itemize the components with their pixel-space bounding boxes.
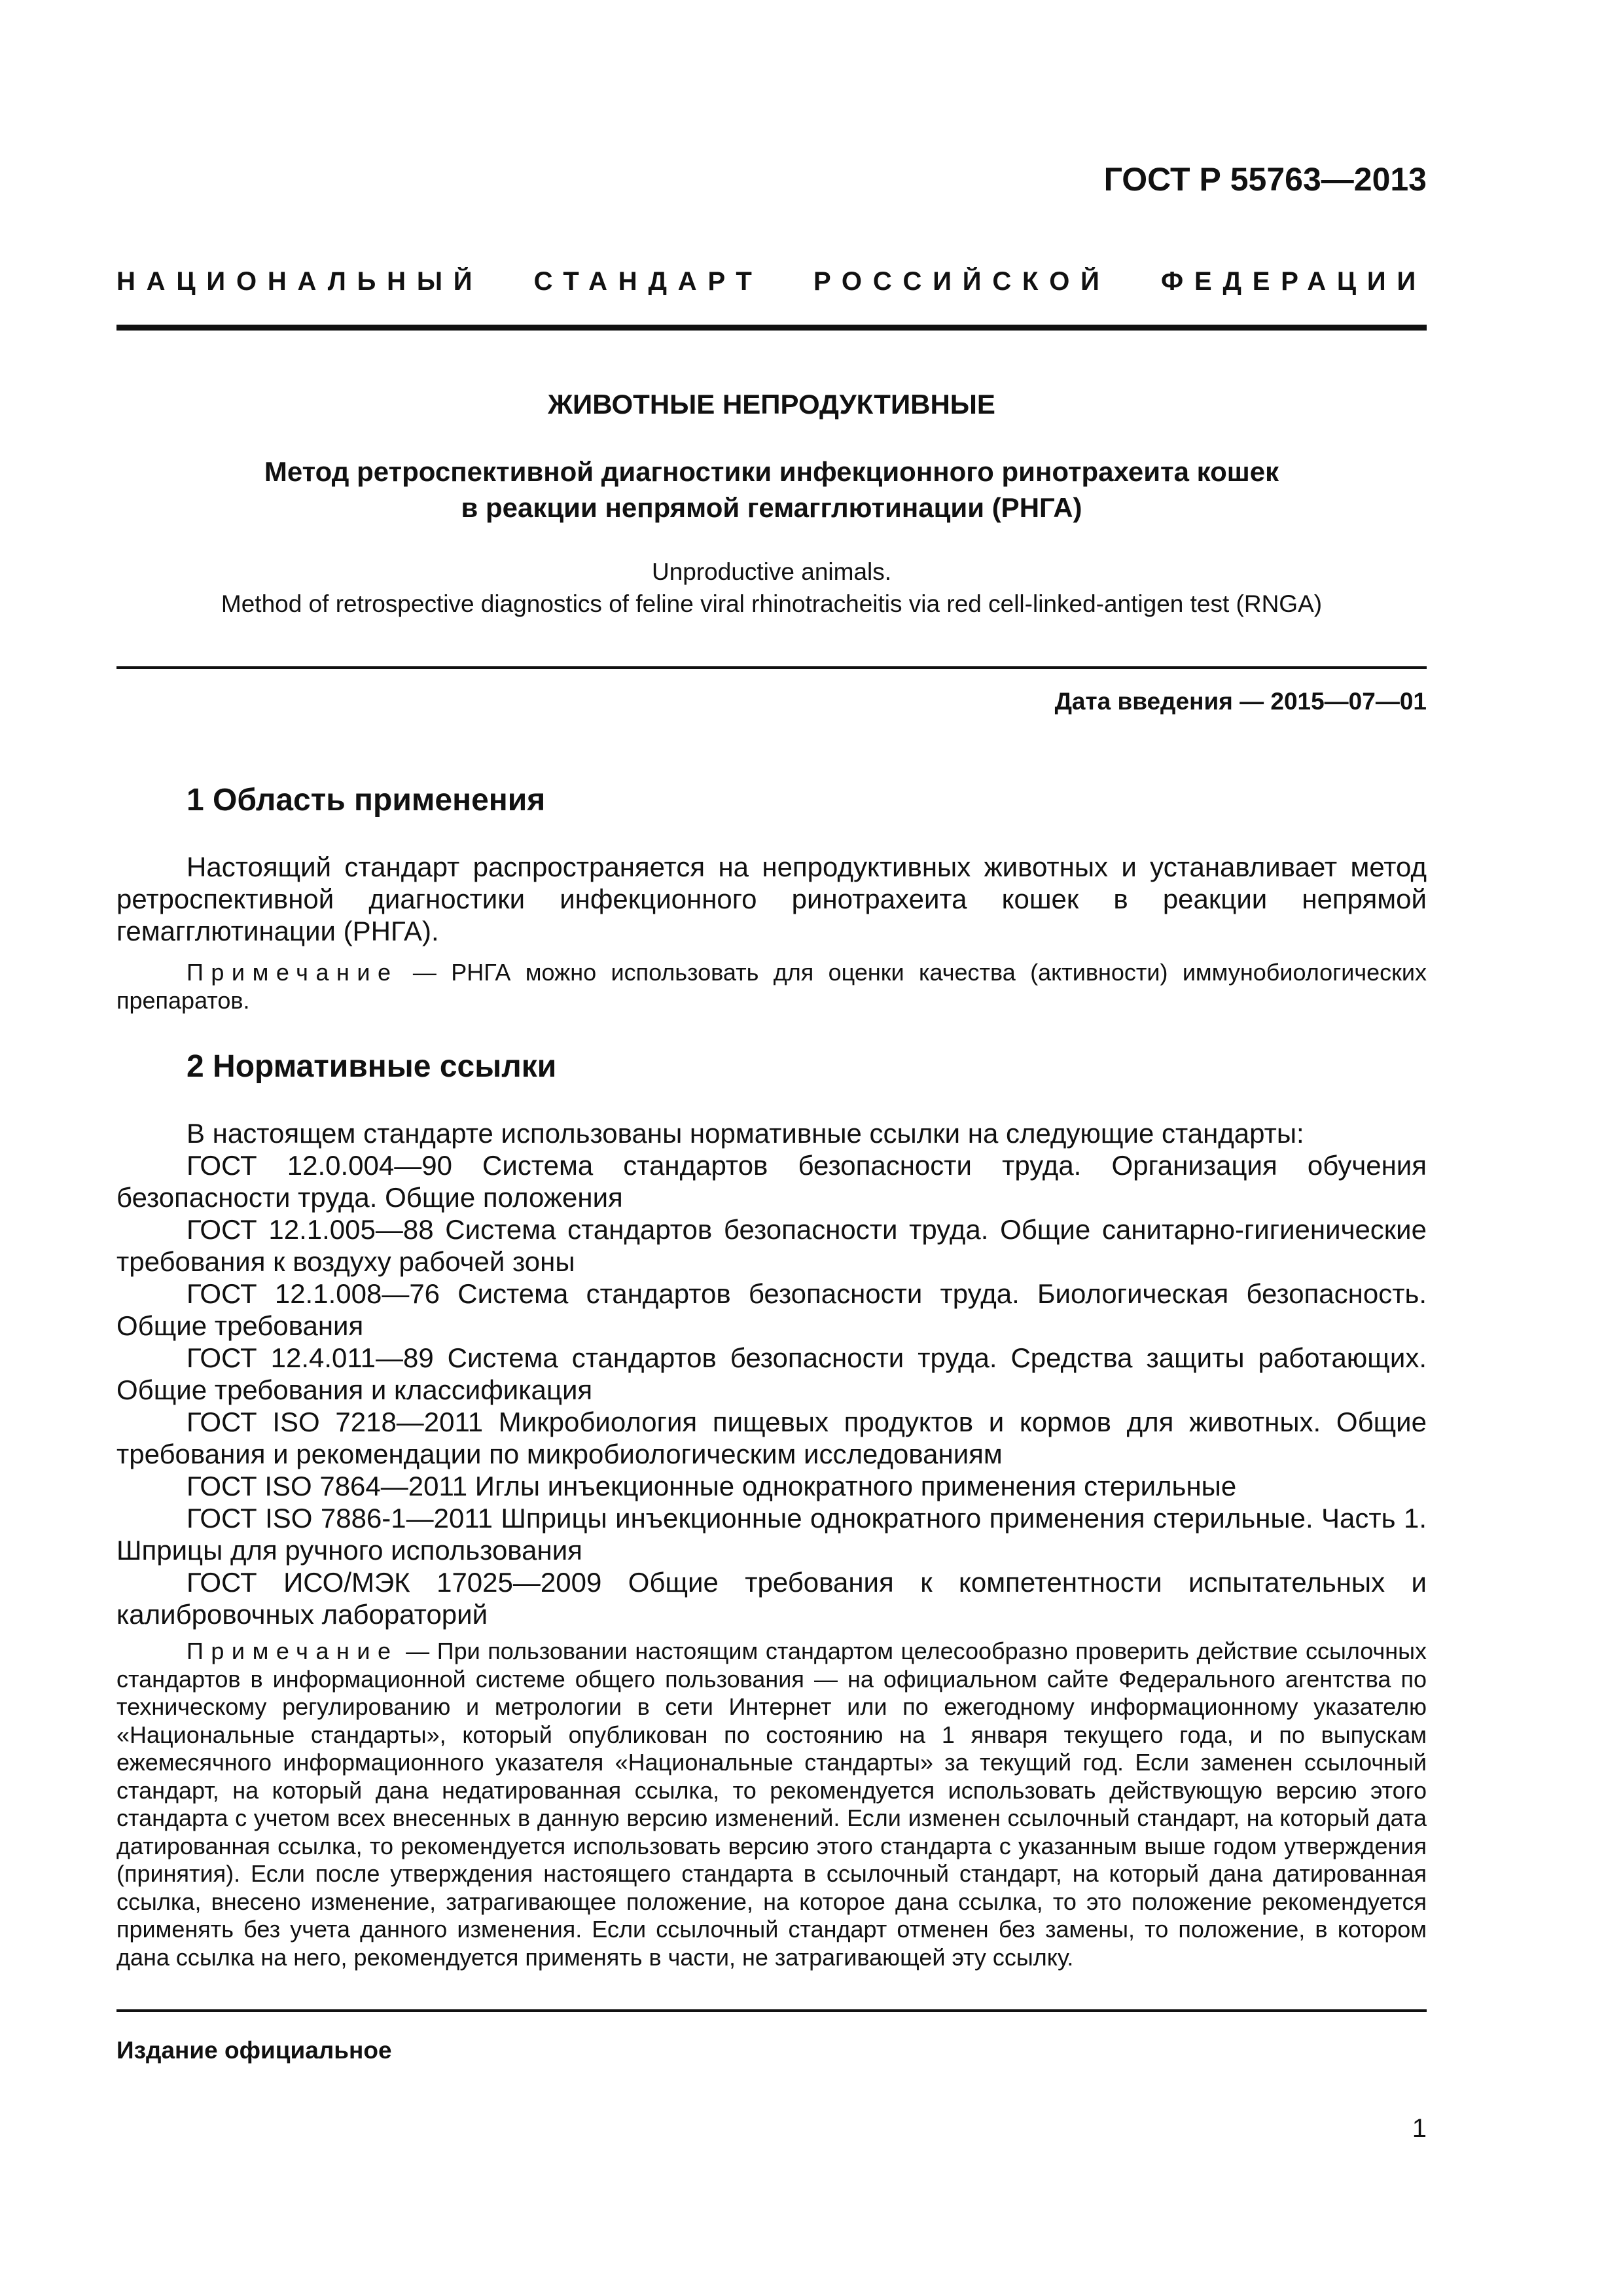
national-standard-banner: НАЦИОНАЛЬНЫЙ СТАНДАРТ РОССИЙСКОЙ ФЕДЕРАЦИИ	[116, 267, 1427, 296]
reference-item: ГОСТ 12.4.011—89 Система стандартов безопасности труда. Средства защиты работающих. Общие требования и классификация	[116, 1342, 1427, 1405]
english-title-line2: Method of retrospective diagnostics of feline viral rhinotracheitis via red cell-linked-antigen test (RNGA)	[221, 590, 1323, 617]
page-number: 1	[1412, 2114, 1427, 2143]
reference-item: ГОСТ ISO 7864—2011 Иглы инъекционные однократного применения стерильные	[187, 1471, 1237, 1501]
document-number: ГОСТ Р 55763—2013	[1103, 161, 1427, 198]
document-subtitle-line2: в реакции непрямой гемагглютинации (РНГА)	[461, 492, 1082, 523]
section-1-heading: 1 Область применения	[187, 783, 546, 817]
section-2-note	[116, 1638, 1427, 1971]
note-label: Примечание	[187, 1638, 399, 1664]
official-edition-label: Издание официальное	[116, 2037, 392, 2064]
reference-item: ГОСТ 12.1.008—76 Система стандартов безопасности труда. Биологическая безопасность. Общие требования	[116, 1278, 1427, 1341]
reference-item: ГОСТ 12.1.005—88 Система стандартов безопасности труда. Общие санитарно-гигиенические требования к воздуху рабочей зоны	[116, 1214, 1427, 1277]
reference-item: ГОСТ ISO 7886-1—2011 Шприцы инъекционные однократного применения стерильные. Часть 1. Шприцы для ручного использования	[116, 1503, 1427, 1566]
note-text: — РНГА можно использовать для оценки качества (активности) иммунобиологических препаратов.	[116, 959, 1427, 1014]
footer-rule	[116, 2009, 1427, 2012]
section-1-paragraph: Настоящий стандарт распространяется на непродуктивных животных и устанавливает метод ретроспективной диагностики инфекционного ринотрахеита кошек в реакции непрямой гемагглютинации (РНГА).	[116, 852, 1427, 946]
document-title: ЖИВОТНЫЕ НЕПРОДУКТИВНЫЕ	[548, 389, 995, 420]
reference-item: ГОСТ ИСО/МЭК 17025—2009 Общие требования к компетентности испытательных и калибровочных лабораторий	[116, 1567, 1427, 1630]
note-label: Примечание	[187, 959, 399, 986]
title-rule	[116, 666, 1427, 669]
document-subtitle-line1: Метод ретроспективной диагностики инфекционного ринотрахеита кошек	[264, 456, 1279, 487]
references-intro: В настоящем стандарте использованы нормативные ссылки на следующие стандарты:	[187, 1118, 1304, 1149]
section-2-heading: 2 Нормативные ссылки	[187, 1049, 557, 1084]
reference-item: ГОСТ ISO 7218—2011 Микробиология пищевых продуктов и кормов для животных. Общие требования и рекомендации по микробиологическим исследованиям	[116, 1407, 1427, 1469]
section-1-note	[116, 959, 1427, 1014]
references-list	[116, 1117, 1427, 1630]
introduction-date: Дата введения — 2015—07—01	[1054, 688, 1427, 715]
header-rule	[116, 325, 1427, 331]
note-text: — При пользовании настоящим стандартом целесообразно проверить действие ссылочных стандартов в информационной системе общего пользования — на официальном сайте Федерального агентства по техническому регулированию и метрологии в сети Интернет или по ежегодному информационному указателю «Национальные стандарты», который опубликован по состоянию на 1 января текущего года, и по выпускам ежемесячного информационного указателя «Национальные стандарты» за текущий год. Если заменен ссылочный стандарт, на который дана недатированная ссылка, то рекомендуется использовать действующую версию этого стандарта с учетом всех внесенных в данную версию изменений. Если изменен ссылочный стандарт, на который дата датированная ссылка, то рекомендуется использовать версию этого стандарта с указанным выше годом утверждения (принятия). Если после утверждения настоящего стандарта в ссылочный стандарт, на который дана датированная ссылка, внесено изменение, затрагивающее положение, на которое дана ссылка, то это положение рекомендуется применять без учета данного изменения. Если ссылочный стандарт отменен без замены, то положение, в котором дана ссылка на него, рекомендуется применять в части, не затрагивающей эту ссылку.	[116, 1638, 1427, 1971]
reference-item: ГОСТ 12.0.004—90 Система стандартов безопасности труда. Организация обучения безопасности труда. Общие положения	[116, 1150, 1427, 1213]
english-title-line1: Unproductive animals.	[651, 558, 892, 585]
